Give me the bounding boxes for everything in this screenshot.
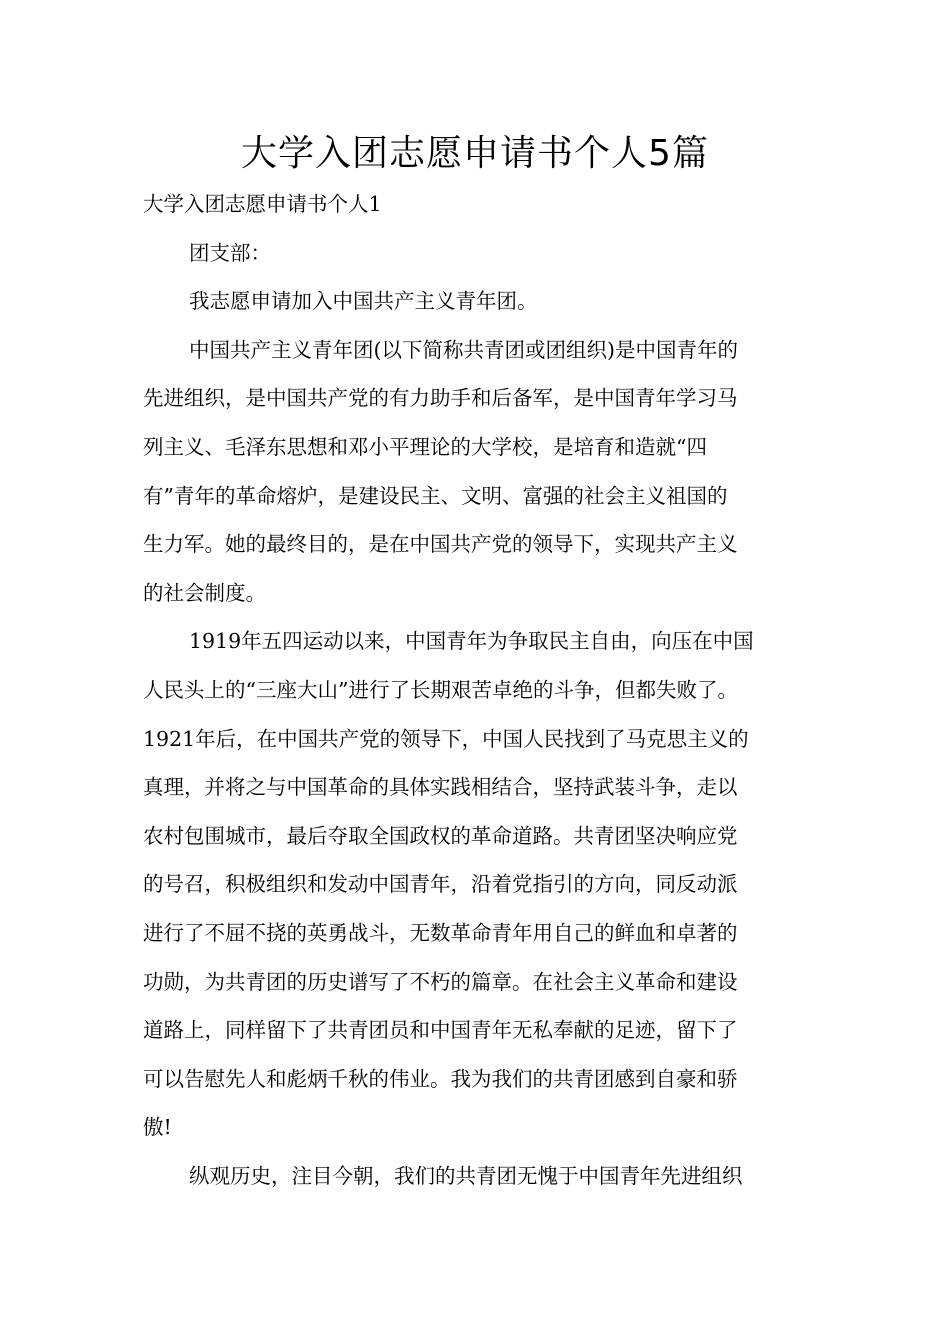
- text-line: 1921年后，在中国共产党的领导下，中国人民找到了马克思主义的: [143, 726, 749, 751]
- paragraph-2: [143, 326, 811, 618]
- text-line: 傲!: [143, 1115, 172, 1140]
- text-line: 进行了不屈不挠的英勇战斗，无数革命青年用自己的鲜血和卓著的: [143, 920, 738, 945]
- text-line: 有”青年的革命熔炉，是建设民主、文明、富强的社会主义祖国的: [143, 483, 728, 508]
- text-line: 我志愿申请加入中国共产主义青年团。: [189, 289, 538, 314]
- text-line: 真理，并将之与中国革命的具体实践相结合，坚持武装斗争，走以: [143, 775, 738, 800]
- document-body: [143, 180, 811, 1200]
- text-line: 中国共产主义青年团(以下简称共青团或团组织)是中国青年的: [189, 337, 738, 362]
- text-line: 先进组织，是中国共产党的有力助手和后备军，是中国青年学习马: [143, 386, 738, 411]
- text-line: 功勋，为共青团的历史谱写了不朽的篇章。在社会主义革命和建设: [143, 969, 738, 994]
- document-title: 大学入团志愿申请书个人5篇: [241, 133, 709, 174]
- text-line: 的号召，积极组织和发动中国青年，沿着党指引的方向，同反动派: [143, 872, 738, 897]
- text-line: 人民头上的“三座大山”进行了长期艰苦卓绝的斗争，但都失败了。: [143, 677, 738, 702]
- paragraph-4: [143, 1152, 811, 1201]
- text-line: 生力军。她的最终目的，是在中国共产党的领导下，实现共产主义: [143, 532, 738, 557]
- salutation-text: 团支部：: [189, 240, 271, 265]
- paragraph-3: [143, 617, 811, 1152]
- text-line: 列主义、毛泽东思想和邓小平理论的大学校，是培育和造就“四: [143, 434, 707, 459]
- paragraph-1: [143, 277, 811, 326]
- text-line: 农村包围城市，最后夺取全国政权的革命道路。共青团坚决响应党: [143, 823, 738, 848]
- text-line: 的社会制度。: [143, 580, 266, 605]
- subtitle: [143, 180, 811, 229]
- text-line: 可以告慰先人和彪炳千秋的伟业。我为我们的共青团感到自豪和骄: [143, 1066, 738, 1091]
- text-line: 1919年五四运动以来，中国青年为争取民主自由，向压在中国: [189, 629, 754, 654]
- text-line: 道路上，同样留下了共青团员和中国青年无私奉献的足迹，留下了: [143, 1018, 738, 1043]
- subtitle-text: 大学入团志愿申请书个人1: [143, 192, 382, 216]
- text-line: 纵观历史，注目今朝，我们的共青团无愧于中国青年先进组织: [189, 1163, 743, 1188]
- salutation: [143, 229, 811, 278]
